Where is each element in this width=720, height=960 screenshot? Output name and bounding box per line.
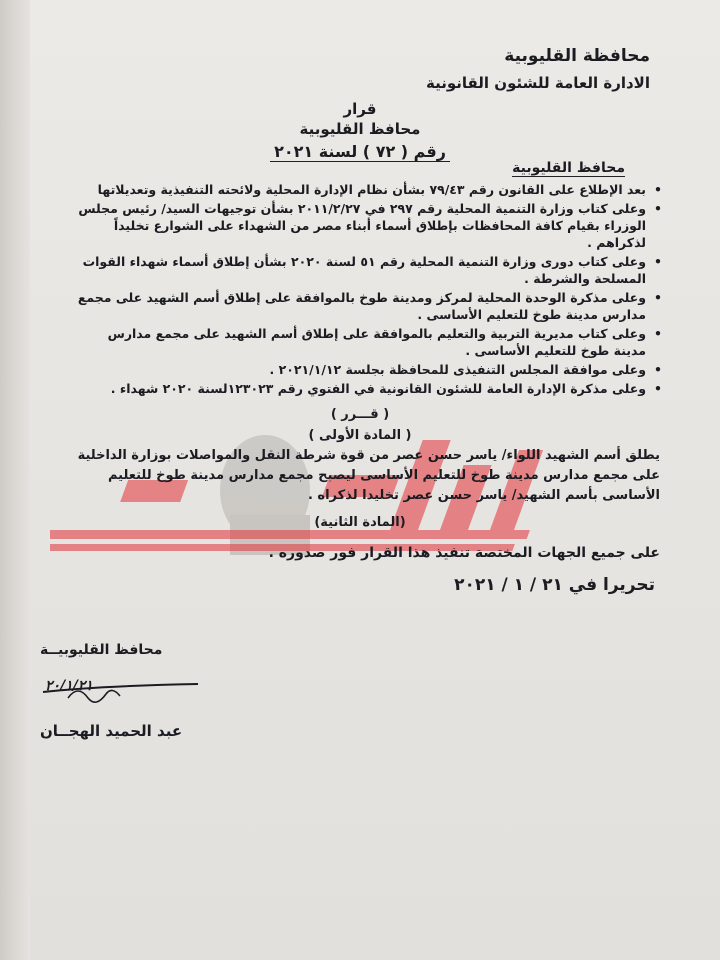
issue-date: تحريرا في ٢١ / ١ / ٢٠٢١ (454, 575, 655, 595)
decides-heading: ( قـــرر ) (330, 407, 390, 422)
signature-date: ٢٠/١/٢١ (45, 678, 93, 694)
preamble-item: • وعلى مذكرة الإدارة العامة للشئون القانونية في الفتوي رقم ١٢٣٠٢٣لسنة ٢٠٢٠ شهداء . (72, 380, 662, 397)
signatory-title: محافظ القليوبيــة (40, 642, 163, 658)
preamble-item: • بعد الإطلاع على القانون رقم ٧٩/٤٣ بشأن نظام الإدارة المحلية ولائحته التنفيذية وتعديلاتها (72, 181, 662, 198)
decree-title: قرار (343, 100, 377, 118)
article1-title: ( المادة الأولى ) (308, 428, 412, 443)
article1-text: يطلق أسم الشهيد اللواء/ ياسر حسن عصر من قوة شرطة النقل والمواصلات بوزارة الداخلية على مجمع مدارس مدينة طوخ للتعليم الأساسى ليصبح مجمع مدارس مدينة طوخ للتعليم الأساسى بأسم الشهيد/ ياسر حسن عصر تخليدا لذكراه . (77, 448, 660, 503)
article2-text: على جميع الجهات المختصة تنفيذ هذا القرار فور صدوره . (268, 545, 660, 561)
preamble-item: • وعلى موافقة المجلس التنفيذى للمحافظة بجلسة ٢٠٢١/١/١٢ . (72, 361, 662, 378)
decree-number-text: رقم ( ٧٢ ) لسنة ٢٠٢١ (270, 142, 450, 162)
preamble-item: • وعلى مذكرة الوحدة المحلية لمركز ومدينة طوخ بالموافقة على إطلاق أسم الشهيد على مجمع مدارس مدينة طوخ للتعليم الأساسى . (72, 289, 662, 323)
preamble-item: • وعلى كتاب مديرية التربية والتعليم بالموافقة على إطلاق أسم الشهيد على مجمع مدارس مدينة طوخ للتعليم الأساسى . (72, 325, 662, 359)
header-governorate: محافظة القليوبية (504, 46, 650, 66)
preamble-list (72, 181, 662, 399)
header-department: الادارة العامة للشئون القانونية (425, 74, 650, 92)
article2-title: (المادة الثانية) (314, 515, 406, 530)
preamble-item: • وعلى كتاب دورى وزارة التنمية المحلية رقم ٥١ لسنة ٢٠٢٠ بشأن إطلاق أسماء شهداء القوات المسلحة والشرطة . (72, 253, 662, 287)
section-title: محافظ القليوبية (512, 160, 625, 176)
decree-number (0, 142, 720, 161)
preamble-item: • وعلى كتاب وزارة التنمية المحلية رقم ٢٩٧ في ٢٠١١/٢/٢٧ بشأن توجيهات السيد/ رئيس مجلس الوزراء بقيام كافة المحافظات بإطلاق أسماء أبناء مصر من الشهداء على الشوارع تخليداً لذكراهم . (72, 200, 662, 251)
signatory-name: عبد الحميد الهجــان (40, 722, 183, 740)
decree-issuer: محافظ القليوبية (299, 120, 421, 138)
